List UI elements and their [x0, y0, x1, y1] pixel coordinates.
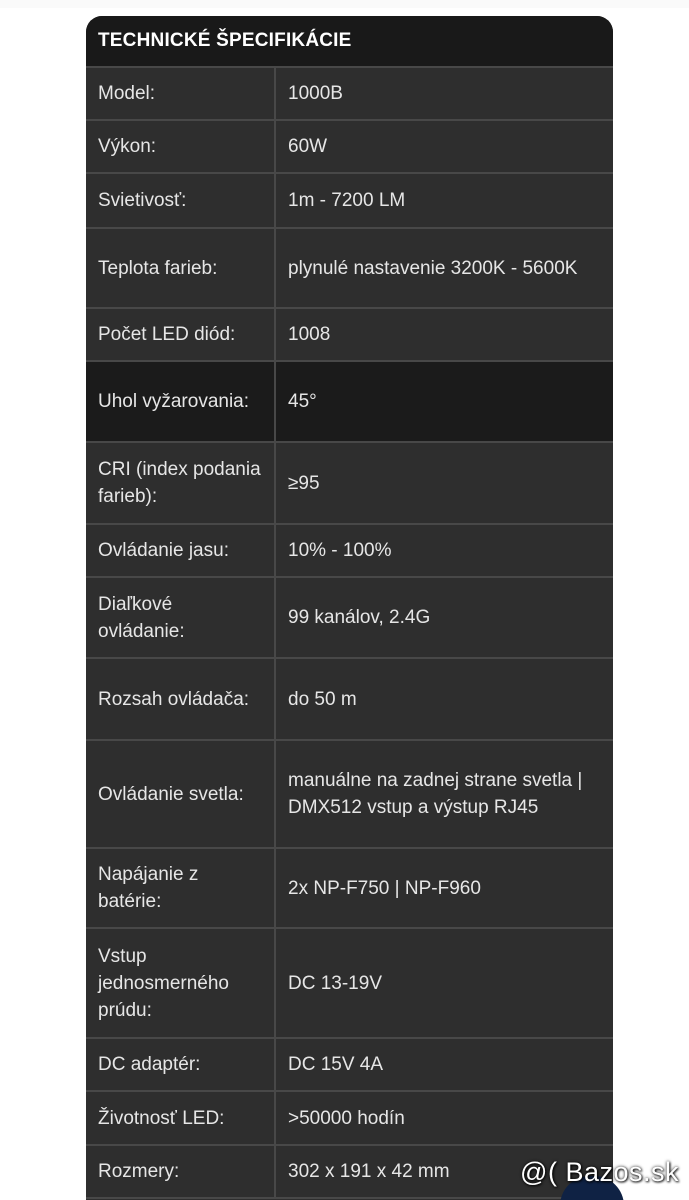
top-strip [0, 0, 689, 8]
spec-value: DC 13-19V [275, 928, 613, 1038]
spec-label: Uhol vyžarovania: [86, 361, 275, 442]
spec-value: 1000B [275, 67, 613, 120]
spec-row [86, 361, 613, 442]
spec-value: 10% - 100% [275, 524, 613, 577]
spec-label: Počet LED diód: [86, 308, 275, 361]
spec-row [86, 658, 613, 740]
spec-row [86, 228, 613, 308]
spec-label: Ovládanie svetla: [86, 740, 275, 848]
spec-label: Model: [86, 67, 275, 120]
spec-label: Ovládanie jasu: [86, 524, 275, 577]
spec-value: 2x NP-F750 | NP-F960 [275, 848, 613, 928]
spec-value: plynulé nastavenie 3200K - 5600K [275, 228, 613, 308]
spec-label: Napájanie z batérie: [86, 848, 275, 928]
spec-row [86, 928, 613, 1038]
spec-value: >50000 hodín [275, 1091, 613, 1145]
spec-title: TECHNICKÉ ŠPECIFIKÁCIE [86, 16, 613, 66]
spec-label: DC adaptér: [86, 1038, 275, 1091]
spec-value: 45° [275, 361, 613, 442]
spec-row [86, 1038, 613, 1091]
spec-row [86, 442, 613, 524]
spec-value: 60W [275, 120, 613, 173]
spec-label: Teplota farieb: [86, 228, 275, 308]
spec-row [86, 848, 613, 928]
spec-label: Výkon: [86, 120, 275, 173]
spec-label: Životnosť LED: [86, 1091, 275, 1145]
spec-label: Rozmery: [86, 1145, 275, 1198]
spec-value: manuálne na zadnej strane svetla | DMX512 vstup a výstup RJ45 [275, 740, 613, 848]
spec-row [86, 524, 613, 577]
spec-label: Rozsah ovládača: [86, 658, 275, 740]
spec-row [86, 120, 613, 173]
spec-label: CRI (index podania farieb): [86, 442, 275, 524]
spec-row [86, 577, 613, 658]
spec-value: do 50 m [275, 658, 613, 740]
spec-value: ≥95 [275, 442, 613, 524]
spec-value: DC 15V 4A [275, 1038, 613, 1091]
spec-value: 99 kanálov, 2.4G [275, 577, 613, 658]
spec-row [86, 173, 613, 228]
spec-row [86, 308, 613, 361]
spec-label: Diaľkové ovládanie: [86, 577, 275, 658]
spec-row [86, 67, 613, 120]
spec-row [86, 1091, 613, 1145]
spec-row [86, 740, 613, 848]
spec-card [86, 16, 613, 1200]
spec-label: Svietivosť: [86, 173, 275, 228]
spec-value: 1008 [275, 308, 613, 361]
spec-value: 302 x 191 x 42 mm [275, 1145, 613, 1198]
spec-table-body [86, 67, 613, 1198]
spec-label: Vstup jednosmerného prúdu: [86, 928, 275, 1038]
watermark: @( Bazos.sk [520, 1157, 679, 1187]
spec-value: 1m - 7200 LM [275, 173, 613, 228]
spec-table [86, 66, 613, 1199]
